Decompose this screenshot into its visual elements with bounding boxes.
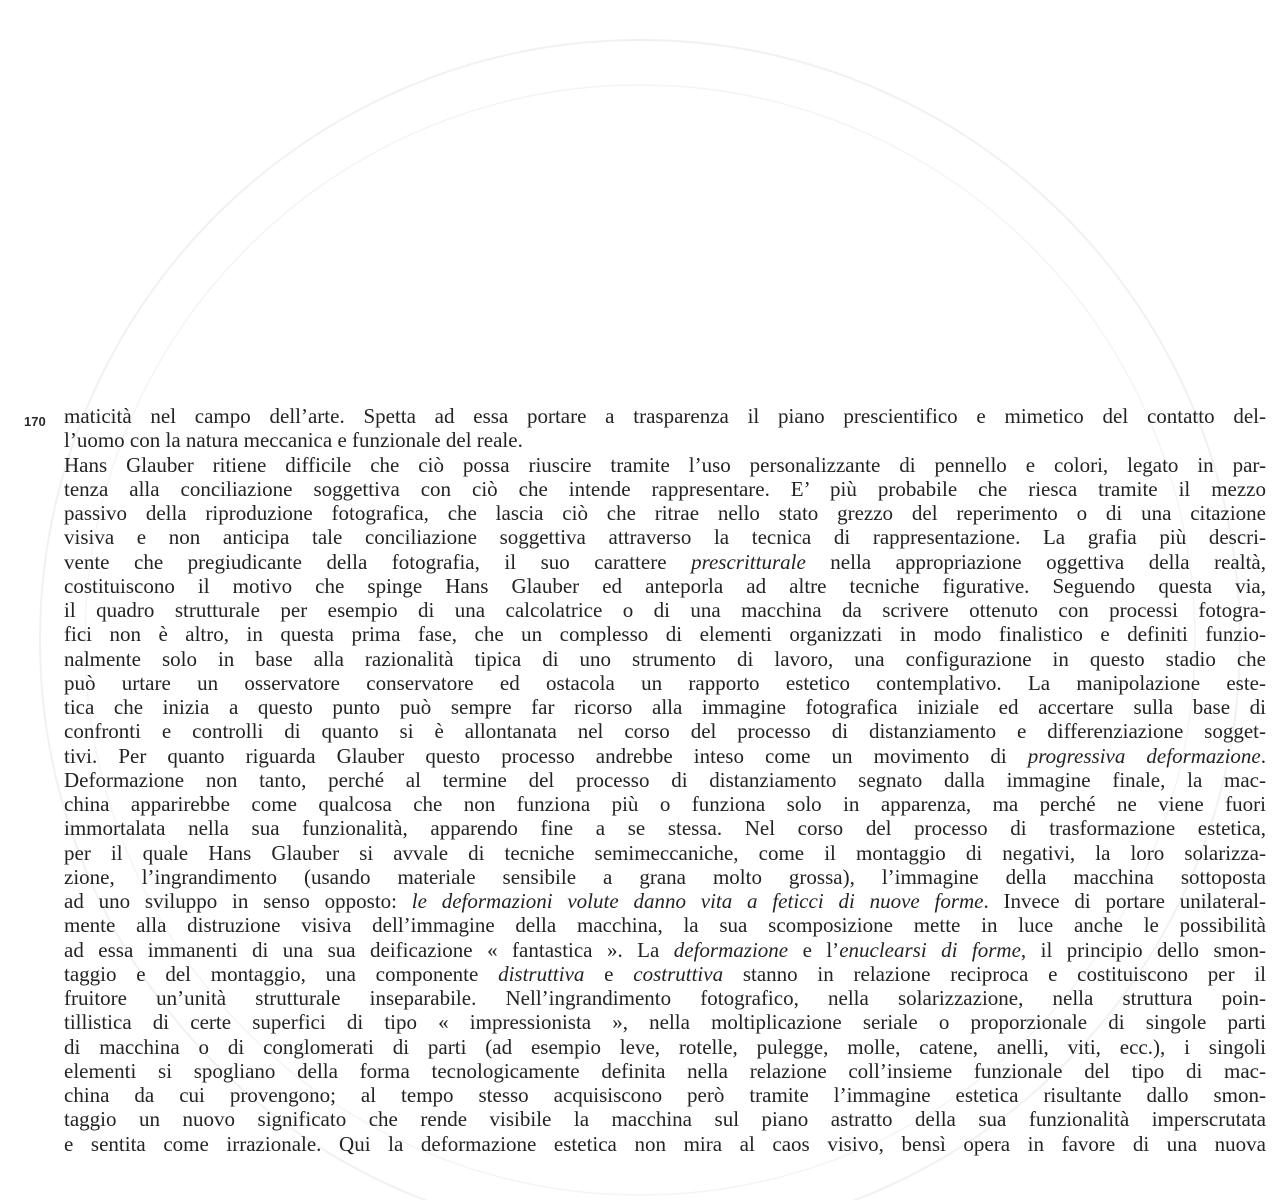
page-number: 170 — [24, 414, 46, 429]
text-line — [64, 404, 1266, 428]
text-run: tivi. Per quanto riguarda Glauber questo processo andrebbe inteso come un movimento di — [64, 743, 1028, 768]
text-run: nella appropriazione oggettiva della realtà, — [805, 549, 1266, 574]
italic-text: distruttiva — [498, 961, 585, 986]
text-run: il quadro strutturale per esempio di una calcolatrice o di una macchina da scrivere ottenuto con processi fotogra- — [64, 598, 1266, 622]
text-line — [64, 574, 1266, 598]
text-run: taggio e del montaggio, una componente — [64, 961, 499, 986]
text-run: maticità nel campo dell’arte. Spetta ad essa portare a trasparenza il piano prescientifico e mimetico del contatto del- — [64, 404, 1266, 428]
text-run: di macchina o di conglomerati di parti (ad esempio leve, rotelle, pulegge, molle, catene, anelli, viti, ecc.), i singoli — [64, 1034, 1266, 1059]
text-line — [64, 525, 1266, 549]
text-run: e l’ — [788, 937, 840, 962]
text-line — [64, 428, 1266, 452]
text-line — [64, 453, 1266, 477]
text-line — [64, 792, 1266, 816]
text-line — [64, 768, 1266, 792]
text-run: china da cui provengono; al tempo stesso acquisiscono però tramite l’immagine estetica risultante dallo smon- — [64, 1083, 1266, 1107]
text-line — [64, 719, 1266, 743]
text-run: confronti e controlli di quanto si è allontanata nel corso del processo di distanziamento e differenziazione sogget- — [64, 719, 1266, 744]
text-run: fruitore un’unità strutturale inseparabile. Nell’ingrandimento fotografico, nella solarizzazione, nella struttura poin- — [64, 986, 1266, 1010]
body-text — [64, 404, 1266, 1156]
text-run: l’uomo con la natura meccanica e funzionale del reale. — [64, 428, 523, 453]
text-run: Hans Glauber ritiene difficile che ciò possa riuscire tramite l’uso personalizzante di pennello e colori, legato in par- — [64, 452, 1266, 477]
text-line — [64, 1107, 1266, 1131]
text-line — [64, 1132, 1266, 1156]
text-run: , il principio dello smon- — [1020, 937, 1266, 962]
text-run: nalmente solo in base alla razionalità tipica di uno strumento di lavoro, una configurazione in questo stadio che — [64, 646, 1266, 671]
text-run: stanno in relazione reciproca e costituiscono per il — [723, 961, 1266, 986]
text-run: costituiscono il motivo che spinge Hans Glauber ed anteporla ad altre tecniche figurative. Seguendo questa via, — [64, 573, 1266, 598]
text-run: . — [1260, 743, 1266, 768]
text-line — [64, 841, 1266, 865]
italic-text: progressiva deformazione — [1027, 743, 1261, 768]
text-line — [64, 889, 1266, 913]
text-run: taggio un nuovo significato che rende visibile la macchina sul piano astratto della sua funzionalità imperscrutata — [64, 1107, 1266, 1132]
text-run: per il quale Hans Glauber si avvale di tecniche semimeccaniche, come il montaggio di negativi, la loro solarizza- — [64, 840, 1266, 865]
italic-text: deformazione — [673, 937, 789, 962]
text-run: immortalata nella sua funzionalità, apparendo fine a se stessa. Nel corso del processo di trasformazione estetica, — [64, 816, 1266, 841]
text-line — [64, 671, 1266, 695]
text-line — [64, 865, 1266, 889]
text-line — [64, 744, 1266, 768]
text-line — [64, 1035, 1266, 1059]
text-run: vente che pregiudicante della fotografia, il suo carattere — [64, 549, 692, 574]
text-run: passivo della riproduzione fotografica, che lascia ciò che ritrae nello stato grezzo del reperimento o di una citazione — [64, 501, 1266, 525]
text-line — [64, 598, 1266, 622]
text-run: china apparirebbe come qualcosa che non funziona più o funziona solo in apparenza, ma perché ne viene fuori — [64, 792, 1266, 816]
text-line — [64, 477, 1266, 501]
italic-text: le deformazioni volute danno vita a feticci di nuove forme — [411, 889, 984, 913]
text-line — [64, 913, 1266, 937]
text-run: elementi si spogliano della forma tecnologicamente definita nella relazione coll’insieme funzionale del tipo di mac- — [64, 1058, 1266, 1083]
text-run: zione, l’ingrandimento (usando materiale sensibile a grana molto grossa), l’immagine della macchina sottoposta — [64, 864, 1266, 889]
text-run: fici non è altro, in questa prima fase, che un complesso di elementi organizzati in modo finalistico e definiti funzio- — [64, 622, 1266, 647]
text-run: tica che inizia a questo punto può sempre far ricorso alla immagine fotografica iniziale ed accertare sulla base di — [64, 695, 1266, 719]
text-line — [64, 986, 1266, 1010]
text-run: ad uno sviluppo in senso opposto: — [64, 889, 412, 913]
italic-text: enuclearsi di forme — [839, 937, 1021, 962]
italic-text: prescritturale — [691, 549, 806, 574]
text-run: tillistica di certe superfici di tipo « impressionista », nella moltiplicazione seriale o proporzionale di singole parti — [64, 1010, 1266, 1035]
text-line — [64, 962, 1266, 986]
text-line — [64, 501, 1266, 525]
text-line — [64, 1059, 1266, 1083]
text-line — [64, 647, 1266, 671]
text-run: ad essa immanenti di una sua deificazione « fantastica ». La — [64, 937, 674, 962]
text-line — [64, 622, 1266, 646]
text-line — [64, 938, 1266, 962]
text-run: e sentita come irrazionale. Qui la deformazione estetica non mira al caos visivo, bensì opera in favore di una nuova — [64, 1131, 1266, 1156]
text-line — [64, 1010, 1266, 1034]
text-line — [64, 816, 1266, 840]
text-run: tenza alla conciliazione soggettiva con ciò che intende rappresentare. E’ più probabile che riesca tramite il mezzo — [64, 476, 1266, 501]
text-run: Deformazione non tanto, perché al termine del processo di distanziamento segnato dalla immagine finale, la mac- — [64, 767, 1266, 792]
text-run: può urtare un osservatore conservatore ed ostacola un rapporto estetico contemplativo. La manipolazione este- — [64, 670, 1266, 695]
text-line — [64, 1083, 1266, 1107]
text-line — [64, 550, 1266, 574]
text-run: . Invece di portare unilateral- — [983, 889, 1266, 913]
text-run: visiva e non anticipa tale conciliazione soggettiva attraverso la tecnica di rappresentazione. La grafia più descri- — [64, 525, 1266, 550]
text-run: mente alla distruzione visiva dell’immagine della macchina, la sua scomposizione mette in luce anche le possibilità — [64, 913, 1266, 938]
italic-text: costruttiva — [633, 961, 724, 986]
text-run: e — [584, 961, 634, 986]
text-line — [64, 695, 1266, 719]
